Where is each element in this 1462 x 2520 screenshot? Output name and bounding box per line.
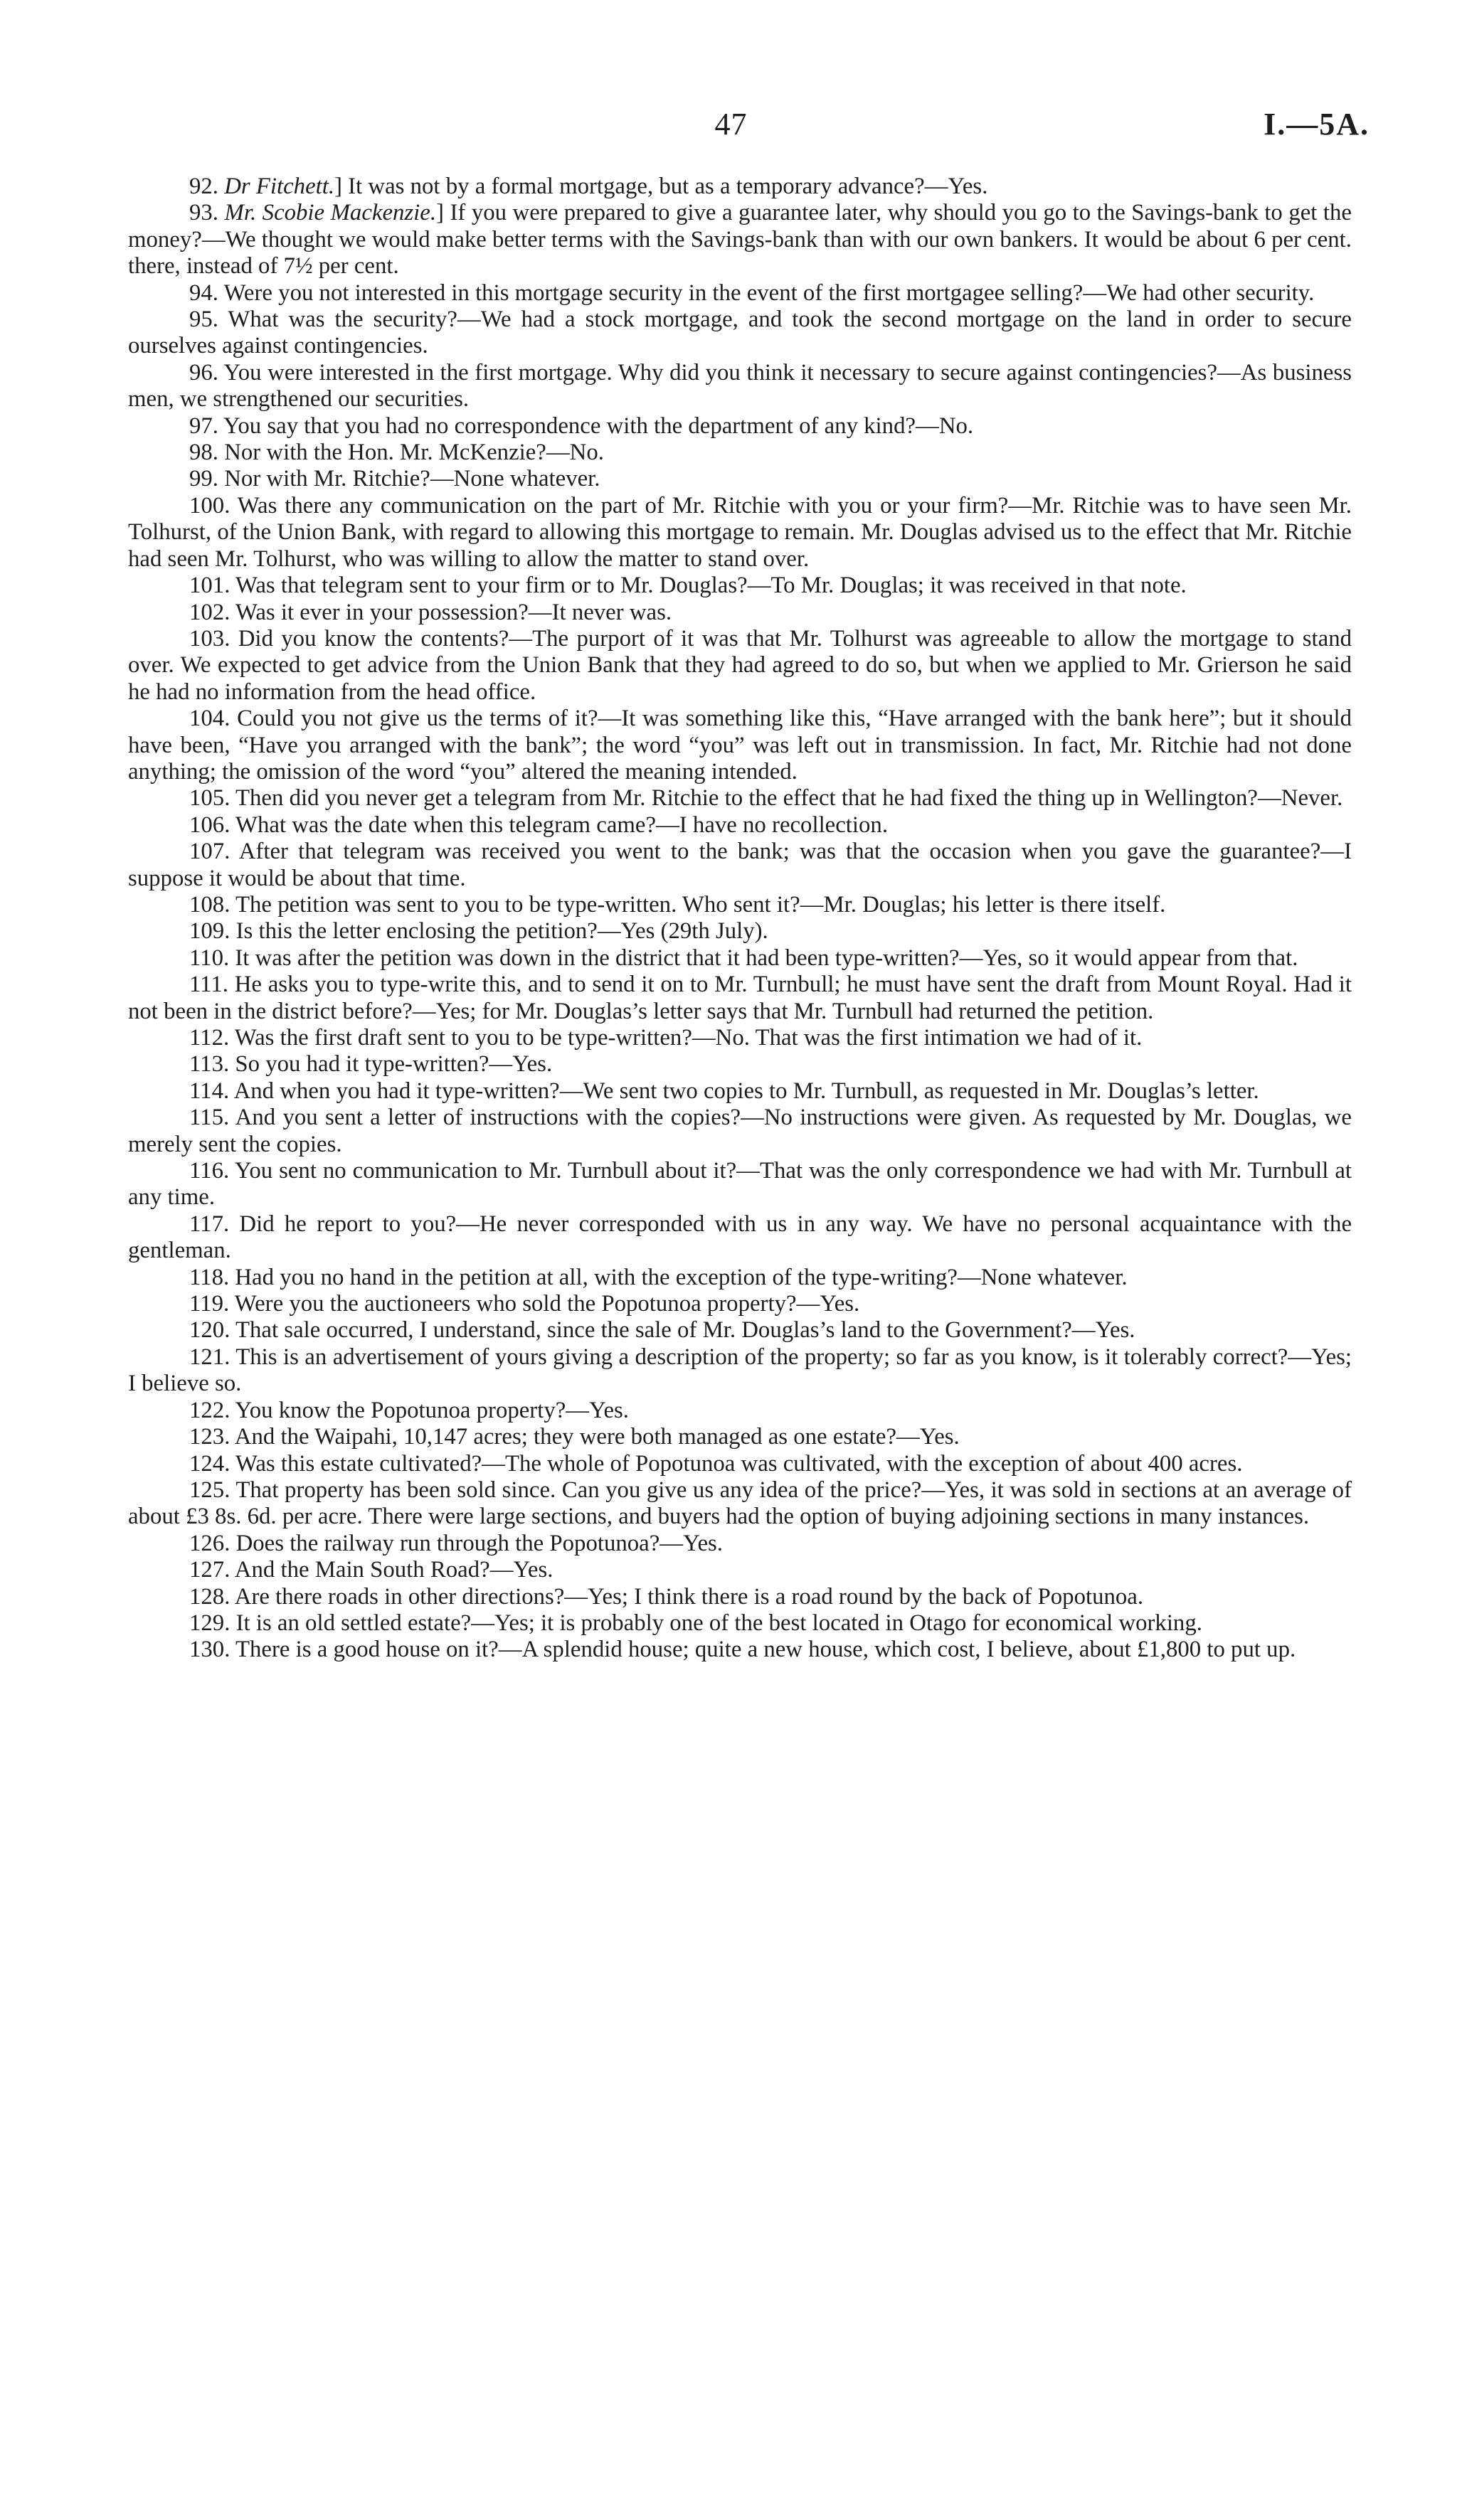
page-header [0, 107, 1462, 142]
evidence-paragraph: 128. Are there roads in other directions?—Yes; I think there is a road round by the back of Popotunoa. [189, 1583, 1144, 1610]
page-number: 47 [714, 107, 748, 142]
evidence-paragraph: 102. Was it ever in your possession?—It never was. [189, 599, 672, 625]
evidence-paragraph: 100. Was there any communication on the part of Mr. Ritchie with you or your firm?—Mr. Ritchie was to have seen Mr. Tolhurst, of the Union Bank, with regard to allowing this mortgage to remain. Mr. Douglas advised us to the effect that Mr. Ritchie had seen Mr. Tolhurst, who was willing to allow the matter to stand over. [128, 492, 1352, 572]
evidence-paragraph: 112. Was the first draft sent to you to be type-written?—No. That was the first intimation we had of it. [189, 1025, 1143, 1051]
evidence-paragraph: 105. Then did you never get a telegram from Mr. Ritchie to the effect that he had fixed the thing up in Wellington?—Never. [189, 785, 1343, 812]
evidence-paragraph: 111. He asks you to type-write this, and to send it on to Mr. Turnbull; he must have sent the draft from Mount Royal. Had it not been in the district before?—Yes; for Mr. Douglas’s letter says that Mr. Turnbull had returned the petition. [128, 972, 1352, 1024]
speaker-name: Dr Fitchett. [224, 174, 335, 199]
paragraph-text: ] It was not by a formal mortgage, but as a temporary advance?—Yes. [334, 174, 988, 199]
evidence-paragraph: 97. You say that you had no correspondence with the department of any kind?—No. [189, 413, 974, 439]
evidence-paragraph: 116. You sent no communication to Mr. Turnbull about it?—That was the only correspondence we had with Mr. Turnbull at any time. [128, 1158, 1352, 1211]
evidence-paragraph: 104. Could you not give us the terms of it?—It was something like this, “Have arranged with the bank here”; but it should have been, “Have you arranged with the bank”; the word “you” was left out in transmission. In fact, Mr. Ritchie had not done anything; the omission of the word “you” altered the meaning intended. [128, 706, 1352, 785]
paragraph-text: ] If you were prepared to give a guarantee later, why should you go to the Savings-bank to get the money?—We thought we would make better terms with the Savings-bank than with our own bankers. It would be about 6 per cent. there, instead of 7½ per cent. [128, 200, 1352, 280]
evidence-paragraph: 120. That sale occurred, I understand, since the sale of Mr. Douglas’s land to the Government?—Yes. [189, 1317, 1135, 1344]
evidence-paragraph: 101. Was that telegram sent to your firm or to Mr. Douglas?—To Mr. Douglas; it was received in that note. [189, 573, 1187, 599]
evidence-paragraph: 109. Is this the letter enclosing the petition?—Yes (29th July). [189, 918, 768, 945]
evidence-paragraph: 99. Nor with Mr. Ritchie?—None whatever. [189, 466, 600, 492]
evidence-paragraph: 126. Does the railway run through the Popotunoa?—Yes. [189, 1530, 723, 1556]
question-number: 93. [189, 200, 225, 226]
evidence-paragraph: 94. Were you not interested in this mortgage security in the event of the first mortgagee selling?—We had other security. [189, 280, 1315, 306]
evidence-paragraph: 114. And when you had it type-written?—We sent two copies to Mr. Turnbull, as requested in Mr. Douglas’s letter. [189, 1078, 1259, 1104]
evidence-paragraph: 110. It was after the petition was down in the district that it had been type-written?—Yes, so it would appear from that. [189, 945, 1298, 971]
evidence-paragraph: 107. After that telegram was received you went to the bank; was that the occasion when you gave the guarantee?—I suppose it would be about that time. [128, 839, 1352, 891]
evidence-paragraph: 98. Nor with the Hon. Mr. McKenzie?—No. [189, 440, 604, 466]
evidence-paragraph: 123. And the Waipahi, 10,147 acres; they were both managed as one estate?—Yes. [189, 1424, 960, 1450]
evidence-paragraph: 96. You were interested in the first mortgage. Why did you think it necessary to secure against contingencies?—As business men, we strengthened our securities. [128, 359, 1352, 413]
evidence-paragraph: 108. The petition was sent to you to be type-written. Who sent it?—Mr. Douglas; his letter is there itself. [189, 891, 1166, 918]
question-number: 92. [189, 174, 225, 199]
evidence-paragraph: 122. You know the Popotunoa property?—Yes. [189, 1397, 629, 1423]
speaker-name: Mr. Scobie Mackenzie. [224, 200, 437, 226]
evidence-text [128, 174, 1352, 1664]
evidence-paragraph: 113. So you had it type-written?—Yes. [189, 1051, 553, 1078]
evidence-paragraph: 95. What was the security?—We had a stock mortgage, and took the second mortgage on the land in order to secure ourselves against contingencies. [128, 307, 1352, 359]
evidence-paragraph: 127. And the Main South Road?—Yes. [189, 1557, 553, 1583]
evidence-paragraph: 118. Had you no hand in the petition at all, with the exception of the type-writing?—None whatever. [189, 1264, 1128, 1290]
evidence-paragraph: 129. It is an old settled estate?—Yes; it is probably one of the best located in Otago for economical working. [189, 1610, 1202, 1636]
evidence-paragraph [128, 200, 1352, 280]
document-reference: I.—5A. [1264, 107, 1370, 142]
evidence-paragraph: 115. And you sent a letter of instructions with the copies?—No instructions were given. As requested by Mr. Douglas, we merely sent the copies. [128, 1105, 1352, 1157]
evidence-paragraph: 103. Did you know the contents?—The purport of it was that Mr. Tolhurst was agreeable to allow the mortgage to stand over. We expected to get advice from the Union Bank that they had agreed to do so, but when we applied to Mr. Grierson he said he had no information from the head office. [128, 625, 1352, 705]
evidence-paragraph: 121. This is an advertisement of yours giving a description of the property; so far as you know, is it tolerably correct?—Yes; I believe so. [128, 1344, 1352, 1397]
evidence-paragraph [128, 174, 1352, 200]
evidence-paragraph: 130. There is a good house on it?—A splendid house; quite a new house, which cost, I believe, about £1,800 to put up. [189, 1637, 1296, 1663]
evidence-paragraph: 125. That property has been sold since. Can you give us any idea of the price?—Yes, it was sold in sections at an average of about £3 8s. 6d. per acre. There were large sections, and buyers had the option of buying adjoining sections in many instances. [128, 1477, 1352, 1530]
evidence-paragraph: 117. Did he report to you?—He never corresponded with us in any way. We have no personal acquaintance with the gentleman. [128, 1211, 1352, 1264]
evidence-paragraph: 106. What was the date when this telegram came?—I have no recollection. [189, 812, 889, 838]
evidence-paragraph: 124. Was this estate cultivated?—The whole of Popotunoa was cultivated, with the exception of about 400 acres. [189, 1450, 1243, 1477]
evidence-paragraph: 119. Were you the auctioneers who sold the Popotunoa property?—Yes. [189, 1291, 860, 1317]
